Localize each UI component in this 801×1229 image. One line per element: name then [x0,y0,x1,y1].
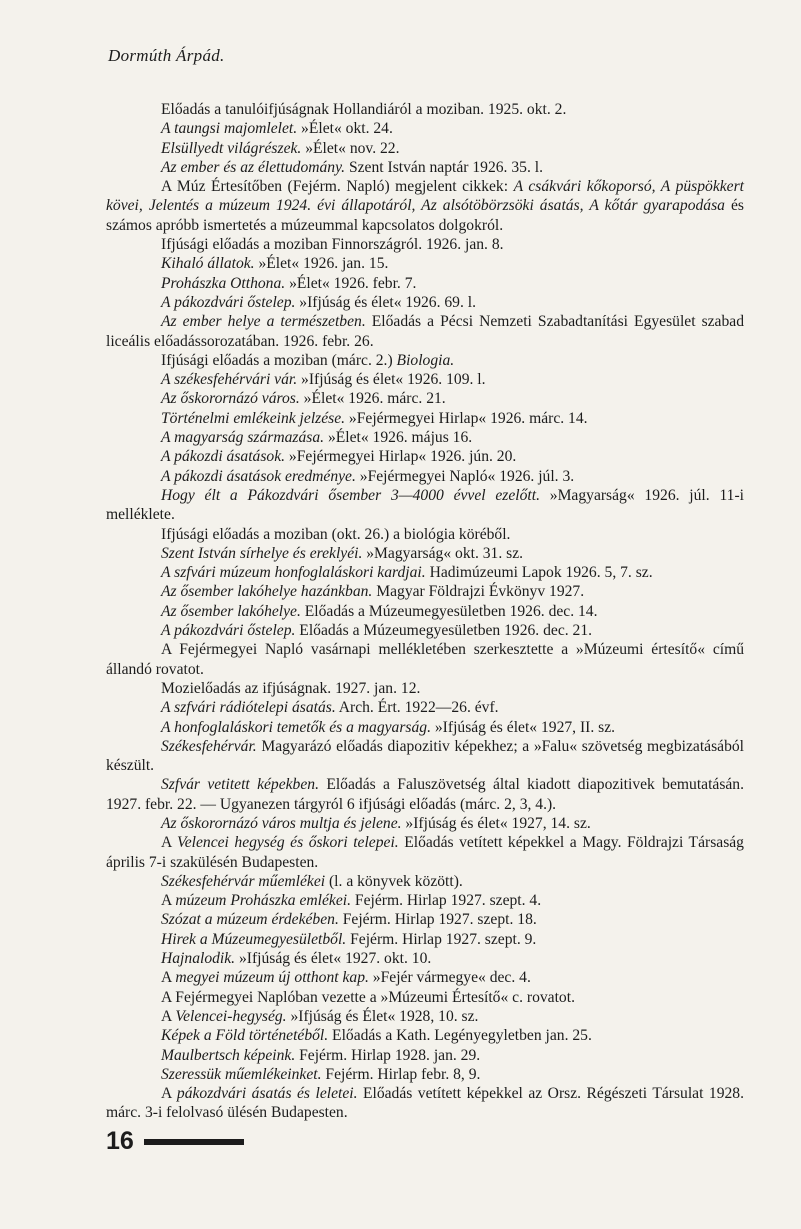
entry-title: Az őskorornázó város. [161,390,300,408]
entry-text: A [161,892,176,910]
bibliography-entry [106,563,744,582]
bibliography-entry [106,254,744,273]
entry-title: megyei múzeum új otthont kap. [175,969,369,987]
entry-title: Velencei-hegység. [175,1007,287,1025]
entry-text: Előadás vetített képekkel a Magy. Földrajzi Társaság április 7-i szakülésén Budapesten. [106,834,744,871]
entry-title: A pákozdvári őstelep. [161,622,296,640]
entry-text: Fejérm. Hirlap febr. 8, 9. [321,1065,481,1083]
bibliography-entry [106,139,744,158]
entry-text: Fejérm. Hirlap 1927. szept. 9. [346,930,537,948]
entry-text: Előadás a Faluszövetség által kiadott diapozitivek bemutatásán. 1927. febr. 22. — Ugyanezen tárgyról 6 ifjúsági előadás (márc. 2, 3, 4.). [106,776,745,813]
entry-text: A Fejérmegyei Naplóban vezette a »Múzeumi Értesítő« c. rovatot. [161,988,575,1006]
entry-title: Prohászka Otthona. [161,274,286,292]
bibliography-entry [106,621,744,640]
bibliography-entry [106,389,744,408]
bibliography-entry [106,698,744,717]
bibliography-entry [106,872,744,891]
entry-title: A magyarság származása. [161,429,325,447]
bibliography-entry [106,1046,744,1065]
entry-text: »Élet« 1926. jan. 15. [254,255,389,273]
entry-text: »Magyarság« 1926. júl. 11-i melléklete. [106,486,744,524]
entry-title: A honfoglaláskori temetők és a magyarság. [161,718,431,736]
bibliography-entry [106,1084,744,1123]
entry-title: Szeressük műemlékeinket. [161,1065,322,1083]
entry-title: A csákvári kőkoporsó, A püspökkert kövei, Jelentés a múzeum 1924. évi állapotáról, Az alsótöbörzsöki ásatás, A kőtár gyarapodása [106,178,744,215]
bibliography-entry [106,968,744,987]
entry-text: A [161,1007,176,1025]
entry-text: Magyarázó előadás diapozitiv képekhez; a »Falu« szövetség megbizatásából készült. [106,737,744,775]
entry-text: »Fejérmegyei Hirlap« 1926. márc. 14. [345,409,588,427]
bibliography-entry [106,910,744,929]
entry-title: Hogy élt a Pákozdvári ősember 3—4000 évvel ezelőtt. [161,486,540,504]
entry-text: Előadás a Múzeumegyesületben 1926. dec. 14. [300,602,598,620]
bibliography-entry [106,582,744,601]
entry-text: »Ifjúság és élet« 1926. 69. l. [295,293,476,311]
bibliography-entry [106,274,744,293]
entry-text: Fejérm. Hirlap 1927. szept. 18. [338,911,537,929]
entry-text: »Ifjúság és Élet« 1928, 10. sz. [286,1007,479,1025]
bibliography-entry [106,158,744,177]
entry-text: »Fejérmegyei Hirlap« 1926. jún. 20. [285,448,517,466]
bibliography-entry [106,1007,744,1026]
entry-text: (l. a könyvek között). [325,872,463,890]
entry-text: Magyar Földrajzi Évkönyv 1927. [372,583,585,601]
entry-title: Szózat a múzeum érdekében. [161,911,339,929]
entry-title: Szent István sírhelye és ereklyéi. [161,544,363,562]
entry-title: Elsüllyedt világrészek. [161,139,302,157]
page-number: 16 [106,1127,134,1155]
entry-title: Székesfehérvár. [161,737,257,755]
entry-text: »Ifjúság és élet« 1927. okt. 10. [235,950,432,968]
entry-title: Maulbertsch képeink. [161,1046,296,1064]
entry-text: »Élet« 1926. márc. 21. [299,390,446,408]
running-head: Dormúth Árpád. [108,46,225,65]
bibliography-entry [106,814,744,833]
bibliography-entry [106,718,744,737]
entry-title: Hirek a Múzeumegyesületből. [161,930,347,948]
bibliography-entry [106,428,744,447]
entry-title: Biologia. [396,351,455,369]
page-footer [106,1127,244,1156]
bibliography-entry [106,177,744,235]
bibliography-entry [106,312,744,351]
entry-title: A pákozdi ásatások. [161,448,286,466]
entry-title: A szfvári rádiótelepi ásatás. [161,699,336,717]
entry-text: »Élet« nov. 22. [301,139,400,157]
entry-title: Az őskorornázó város multja és jelene. [161,814,402,832]
entry-title: A székesfehérvári vár. [161,371,298,389]
entry-title: A pákozdvári őstelep. [161,293,296,311]
entry-title: Az ember helye a természetben. [161,313,366,331]
entry-title: pákozdvári ásatás és leletei. [176,1085,358,1103]
entry-title: múzeum Prohászka emlékei. [175,892,351,910]
entry-title: Az ember és az élettudomány. [161,158,346,176]
bibliography-entry [106,602,744,621]
entry-text: Ifjúsági előadás a moziban (márc. 2.) [161,351,397,369]
entry-text: Előadás a Múzeumegyesületben 1926. dec. 21. [295,622,593,640]
bibliography-entry [106,370,744,389]
bibliography-entry [106,100,744,119]
entry-title: Velencei hegység és őskori telepei. [176,834,399,852]
bibliography-entry [106,1026,744,1045]
bibliography-entry [106,833,744,872]
entry-text: »Élet« 1926. május 16. [324,429,473,447]
bibliography-entry [106,351,744,370]
bibliography-entry [106,775,744,814]
entry-text: Ifjúsági előadás a moziban (okt. 26.) a biológia köréből. [161,525,511,543]
bibliography-entry [106,640,744,679]
bibliography-entry [106,467,744,486]
entry-text: Szent István naptár 1926. 35. l. [345,158,543,176]
bibliography-entry [106,1065,744,1084]
entry-title: A taungsi majomlelet. [161,120,298,138]
entry-text: Előadás vetített képekkel az Orsz. Régészeti Társulat 1928. márc. 3-i felolvasó ülésén Budapesten. [106,1085,744,1122]
entry-text: »Ifjúság és élet« 1927, 14. sz. [401,814,591,832]
bibliography-entry [106,949,744,968]
entry-text: Előadás a Kath. Legényegyletben jan. 25. [328,1027,592,1045]
entry-text: Arch. Ért. 1922—26. évf. [335,699,499,717]
bibliography-entry [106,891,744,910]
entry-text: Előadás a tanulóifjúságnak Hollandiáról a moziban. 1925. okt. 2. [161,101,567,118]
bibliography-entry [106,409,744,428]
entry-title: Az ősember lakóhelye hazánkban. [161,583,373,601]
entry-text: és számos apróbb ismertetés a múzeummal kapcsolatos dolgokról. [106,197,745,234]
entry-text: »Fejérmegyei Napló« 1926. júl. 3. [355,467,575,485]
entry-text: Hadimúzeumi Lapok 1926. 5, 7. sz. [425,564,653,582]
entry-text: Ifjúsági előadás a moziban Finnországról. 1926. jan. 8. [161,236,504,254]
entry-text: A Fejérmegyei Napló vasárnapi mellékletében szerkesztette a »Múzeumi értesítő« című állandó rovatot. [106,641,744,678]
bibliography-entry [106,119,744,138]
entry-text: Fejérm. Hirlap 1928. jan. 29. [295,1046,481,1064]
footer-rule [144,1139,244,1145]
bibliography-entry [106,930,744,949]
entry-text: »Élet« okt. 24. [297,120,393,138]
bibliography-entry [106,679,744,698]
bibliography-entry [106,447,744,466]
entry-text: A Múz Értesítőben (Fejérm. Napló) megjelent cikkek: [161,178,514,196]
entry-text: »Ifjúság és élet« 1927, II. sz. [430,718,616,736]
entry-title: Kihaló állatok. [161,255,255,273]
entry-text: A [161,834,177,852]
bibliography-entry [106,525,744,544]
entry-title: A szfvári múzeum honfoglaláskori kardjai. [161,564,426,582]
bibliography-entry [106,235,744,254]
entry-text: A [161,969,176,987]
entry-title: Szfvár vetitett képekben. [161,776,319,794]
bibliography-entry [106,486,744,525]
bibliography-entry [106,544,744,563]
entry-text: Mozielőadás az ifjúságnak. 1927. jan. 12. [161,679,421,697]
entry-title: A pákozdi ásatások eredménye. [161,467,356,485]
entry-title: Székesfehérvár műemlékei [161,872,326,890]
entry-text: A [161,1085,177,1103]
entry-title: Történelmi emlékeink jelzése. [161,409,346,427]
entry-title: Hajnalodik. [161,950,236,968]
entry-text: Előadás a Pécsi Nemzeti Szabadtanítási Egyesület szabad liceális előadássorozatában. 1926. febr. 26. [106,313,744,350]
bibliography-entry [106,988,744,1007]
entry-title: Az ősember lakóhelye. [161,602,301,620]
entry-text: »Élet« 1926. febr. 7. [285,274,417,292]
bibliography-list [106,100,744,1123]
bibliography-entry [106,737,744,776]
entry-text: »Magyarság« okt. 31. sz. [362,544,524,562]
bibliography-entry [106,293,744,312]
entry-text: »Fejér vármegye« dec. 4. [368,969,531,987]
entry-text: Fejérm. Hirlap 1927. szept. 4. [351,892,542,910]
entry-title: Képek a Föld történetéből. [161,1027,329,1045]
entry-text: »Ifjúság és élet« 1926. 109. l. [297,371,486,389]
